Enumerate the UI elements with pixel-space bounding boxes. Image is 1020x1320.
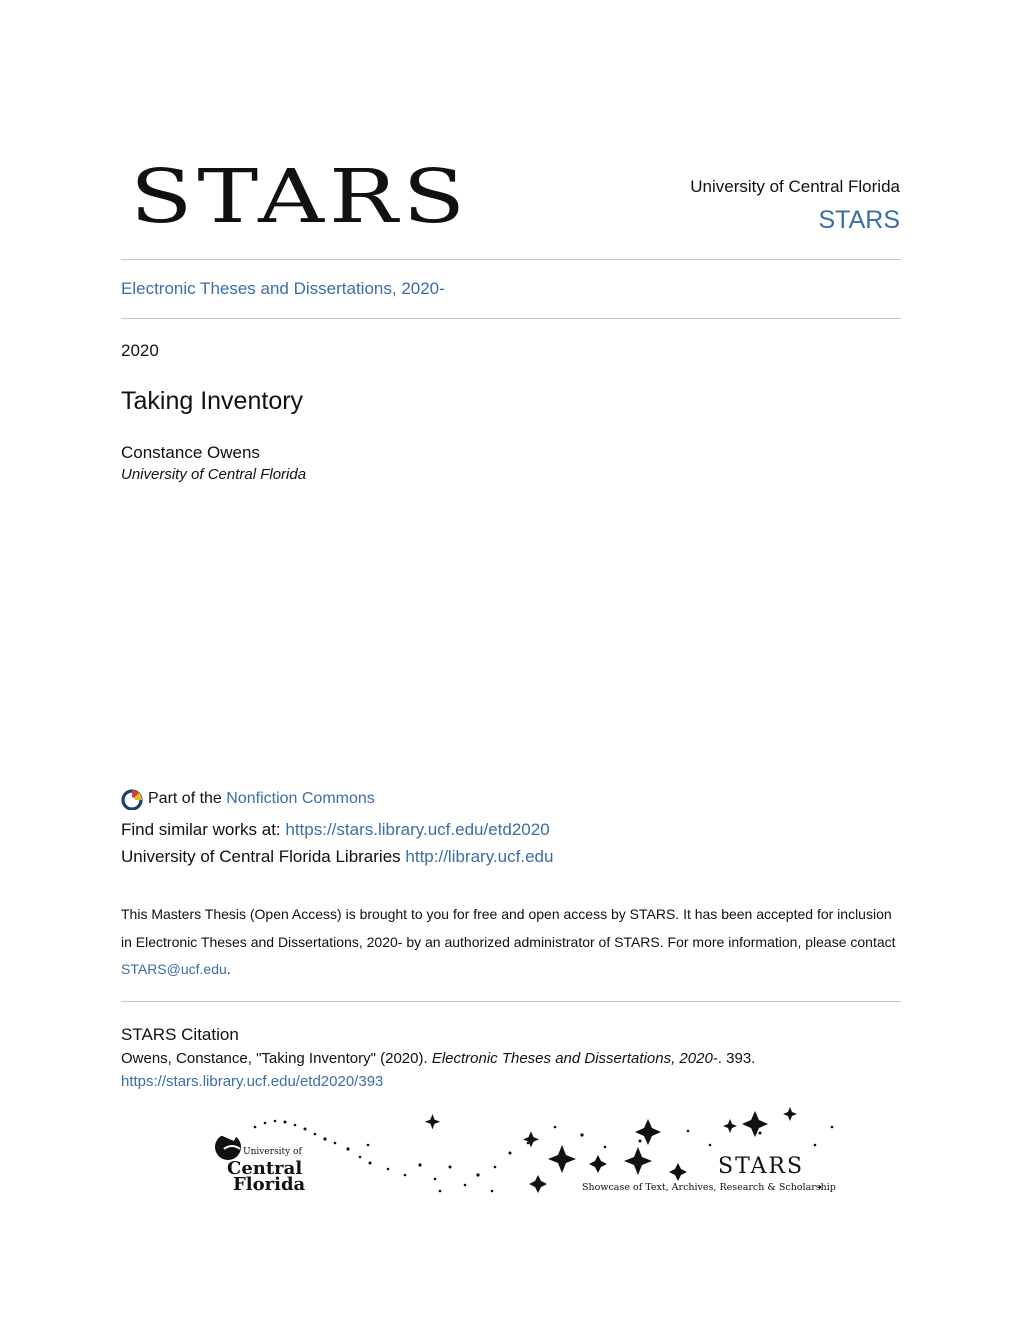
part-of-prefix: Part of the xyxy=(148,790,222,807)
author-affiliation: University of Central Florida xyxy=(121,466,307,483)
divider xyxy=(121,259,901,260)
divider xyxy=(121,318,901,319)
citation-heading: STARS Citation xyxy=(121,1025,239,1044)
nonfiction-commons-link[interactable]: Nonfiction Commons xyxy=(226,790,375,807)
notice-end: . xyxy=(226,961,231,977)
libraries-label: University of Central Florida Libraries xyxy=(121,847,401,866)
access-notice xyxy=(121,901,901,984)
series-link[interactable]: Electronic Theses and Dissertations, 2020- xyxy=(121,279,445,298)
stars-repository-link[interactable]: STARS xyxy=(818,206,900,234)
citation-number: . 393. xyxy=(717,1050,756,1067)
notice-text: This Masters Thesis (Open Access) is brought to you for free and open access by STARS. It has been accepted for inclusion in Electronic Theses and Dissertations, 2020- by an authorized administrator of STARS. For more information, please contact xyxy=(121,906,896,950)
footer-stars-text: STARS xyxy=(718,1154,805,1179)
contact-email-link[interactable]: STARS@ucf.edu xyxy=(121,961,227,977)
page-title: Taking Inventory xyxy=(121,387,304,415)
publication-year: 2020 xyxy=(121,341,159,360)
commons-icon xyxy=(121,788,143,810)
author-name: Constance Owens xyxy=(121,443,260,462)
ucf-line1: University of xyxy=(243,1147,302,1157)
citation-authors-title: Owens, Constance, "Taking Inventory" (2020). xyxy=(121,1050,428,1067)
stars-logo xyxy=(128,160,478,235)
citation-text xyxy=(121,1050,755,1067)
libraries-line xyxy=(121,847,553,867)
footer-logos xyxy=(210,1105,850,1205)
ucf-pegasus-icon xyxy=(215,1129,242,1160)
stars-logo-text: STARS xyxy=(130,160,470,235)
citation-series: Electronic Theses and Dissertations, 2020- xyxy=(431,1050,718,1067)
part-of-line xyxy=(121,788,375,810)
find-similar-link[interactable]: https://stars.library.ucf.edu/etd2020 xyxy=(285,820,550,839)
star-decoration xyxy=(425,1107,797,1193)
footer-tagline: Showcase of Text, Archives, Research & Scholarship xyxy=(582,1182,836,1193)
divider xyxy=(121,1001,901,1002)
ucf-line3: Florida xyxy=(233,1174,306,1195)
find-similar-label: Find similar works at: xyxy=(121,820,281,839)
ucf-line2: Central xyxy=(227,1158,303,1179)
citation-url-link[interactable]: https://stars.library.ucf.edu/etd2020/393 xyxy=(121,1073,384,1090)
find-similar-line xyxy=(121,820,550,840)
libraries-link[interactable]: http://library.ucf.edu xyxy=(405,847,554,866)
university-name: University of Central Florida xyxy=(690,177,900,196)
